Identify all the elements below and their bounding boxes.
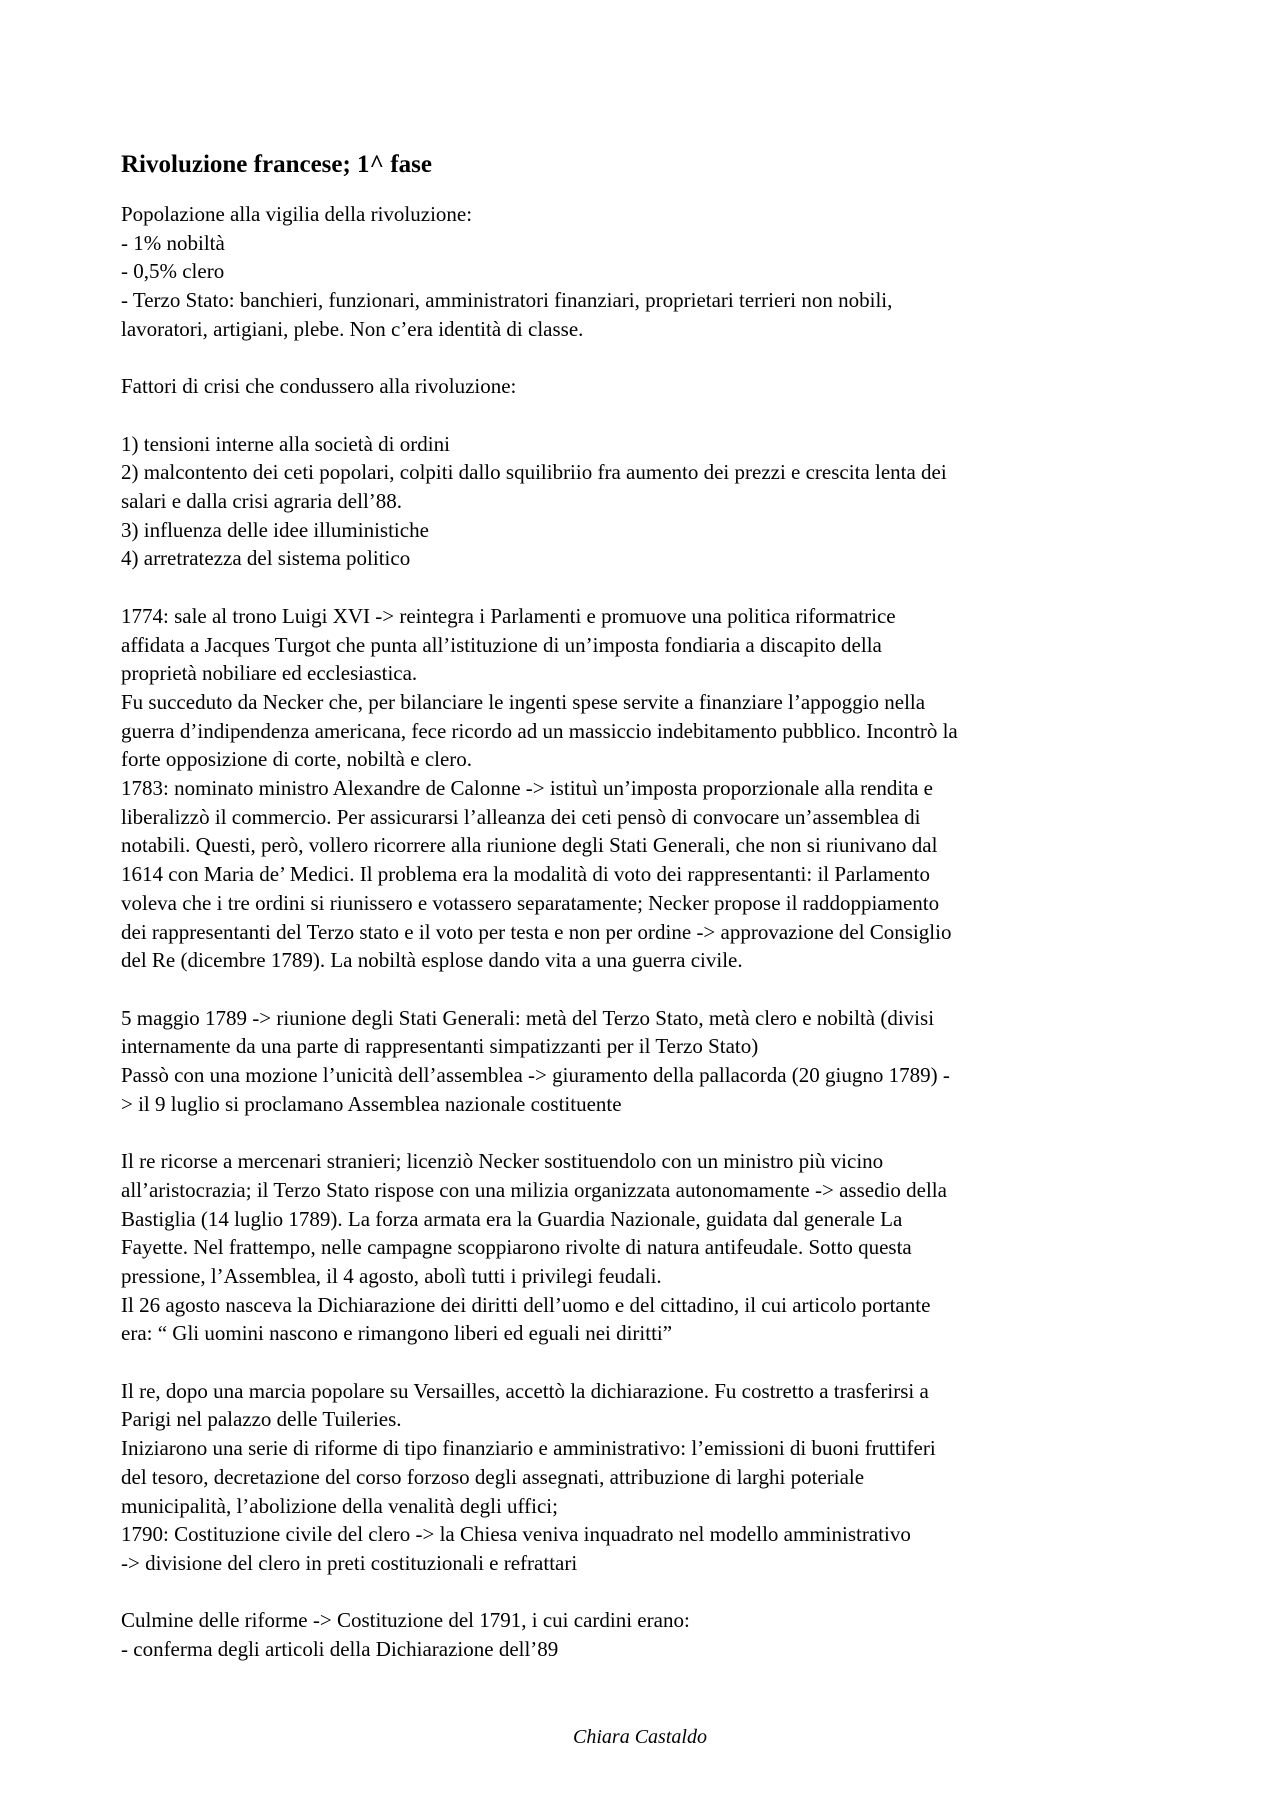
text-line: del tesoro, decretazione del corso forzoso degli assegnati, attribuzione di larghi poteriale — [121, 1464, 865, 1489]
text-line: > il 9 luglio si proclamano Assemblea nazionale costituente — [121, 1091, 622, 1116]
text-line: 1774: sale al trono Luigi XVI -> reintegra i Parlamenti e promuove una politica riformatrice — [121, 603, 896, 628]
blank-line — [121, 1348, 1171, 1377]
text-line: municipalità, l’abolizione della venalità degli uffici; — [121, 1493, 558, 1518]
text-line: - Terzo Stato: banchieri, funzionari, amministratori finanziari, proprietari terrieri non nobili, — [121, 288, 893, 313]
text-line: era: “ Gli uomini nascono e rimangono liberi ed eguali nei diritti” — [121, 1321, 673, 1346]
blank-line — [121, 401, 1171, 430]
text-line: voleva che i tre ordini si riunissero e votassero separatamente; Necker propose il raddoppiamento — [121, 890, 940, 915]
text-line: guerra d’indipendenza americana, fece ricordo ad un massiccio indebitamento pubblico. Incontrò la — [121, 718, 958, 743]
document-title: Rivoluzione francese; 1^ fase — [121, 151, 432, 178]
text-line: forte opposizione di corte, nobiltà e clero. — [121, 747, 473, 772]
text-line: Il re ricorse a mercenari stranieri; licenziò Necker sostituendolo con un ministro più vicino — [121, 1149, 884, 1174]
text-line: 3) influenza delle idee illuministiche — [121, 517, 429, 542]
text-line: proprietà nobiliare ed ecclesiastica. — [121, 661, 418, 686]
text-line: - conferma degli articoli della Dichiarazione dell’89 — [121, 1637, 559, 1662]
text-line: 1) tensioni interne alla società di ordini — [121, 431, 450, 456]
blank-line — [121, 344, 1171, 373]
text-line: Passò con una mozione l’unicità dell’assemblea -> giuramento della pallacorda (20 giugno 1789) - — [121, 1063, 950, 1088]
document-body — [121, 200, 1171, 1664]
text-line: Fu succeduto da Necker che, per bilanciare le ingenti spese servite a finanziare l’appoggio nella — [121, 689, 926, 714]
text-line: 1790: Costituzione civile del clero -> la Chiesa veniva inquadrato nel modello amministrativo — [121, 1522, 911, 1547]
blank-line — [121, 1578, 1171, 1607]
text-line: Parigi nel palazzo delle Tuileries. — [121, 1407, 402, 1432]
text-line: Il re, dopo una marcia popolare su Versailles, accettò la dichiarazione. Fu costretto a trasferirsi a — [121, 1378, 929, 1403]
footer-author: Chiara Castaldo — [573, 1726, 707, 1748]
document-page — [121, 150, 1171, 1664]
text-line: 2) malcontento dei ceti popolari, colpiti dallo squilibriio fra aumento dei prezzi e crescita lenta dei — [121, 460, 947, 485]
text-line: Iniziarono una serie di riforme di tipo finanziario e amministrativo: l’emissioni di buoni fruttiferi — [121, 1436, 936, 1461]
text-line: 1614 con Maria de’ Medici. Il problema era la modalità di voto dei rappresentanti: il Parlamento — [121, 862, 931, 887]
text-line: - 1% nobiltà — [121, 230, 225, 255]
text-line: salari e dalla crisi agraria dell’88. — [121, 489, 403, 513]
blank-line — [121, 573, 1171, 602]
text-line: lavoratori, artigiani, plebe. Non c’era identità di classe. — [121, 316, 584, 341]
text-line: all’aristocrazia; il Terzo Stato rispose con una milizia organizzata autonomamente -> assedio della — [121, 1177, 947, 1202]
text-line: del Re (dicembre 1789). La nobiltà esplose dando vita a una guerra civile. — [121, 948, 743, 973]
text-line: 1783: nominato ministro Alexandre de Calonne -> istituì un’imposta proporzionale alla rendita e — [121, 776, 933, 801]
text-line: dei rappresentanti del Terzo stato e il voto per testa e non per ordine -> approvazione del Consiglio — [121, 919, 952, 944]
text-line: Fayette. Nel frattempo, nelle campagne scoppiarono rivolte di natura antifeudale. Sotto questa — [121, 1235, 912, 1260]
text-line: Culmine delle riforme -> Costituzione del 1791, i cui cardini erano: — [121, 1608, 690, 1633]
text-line: 5 maggio 1789 -> riunione degli Stati Generali: metà del Terzo Stato, metà clero e nobiltà (divisi — [121, 1005, 935, 1030]
text-line: internamente da una parte di rappresentanti simpatizzanti per il Terzo Stato) — [121, 1034, 759, 1059]
text-line: notabili. Questi, però, vollero ricorrere alla riunione degli Stati Generali, che non si riunivano dal — [121, 833, 938, 858]
blank-line — [121, 975, 1171, 1004]
text-line: liberalizzò il commercio. Per assicurarsi l’alleanza dei ceti pensò di convocare un’assemblea di — [121, 804, 921, 829]
blank-line — [121, 1118, 1171, 1147]
text-line: - 0,5% clero — [121, 259, 225, 284]
text-line: affidata a Jacques Turgot che punta all’istituzione di un’imposta fondiaria a discapito della — [121, 632, 882, 657]
text-line: Fattori di crisi che condussero alla rivoluzione: — [121, 374, 517, 399]
text-line: pressione, l’Assemblea, il 4 agosto, abolì tutti i privilegi feudali. — [121, 1263, 662, 1288]
text-line: Il 26 agosto nasceva la Dichiarazione dei diritti dell’uomo e del cittadino, il cui articolo portante — [121, 1292, 931, 1317]
text-line: 4) arretratezza del sistema politico — [121, 546, 411, 571]
text-line: -> divisione del clero in preti costituzionali e refrattari — [121, 1550, 578, 1575]
text-line: Bastiglia (14 luglio 1789). La forza armata era la Guardia Nazionale, guidata dal generale La — [121, 1206, 903, 1231]
text-line: Popolazione alla vigilia della rivoluzione: — [121, 202, 473, 226]
